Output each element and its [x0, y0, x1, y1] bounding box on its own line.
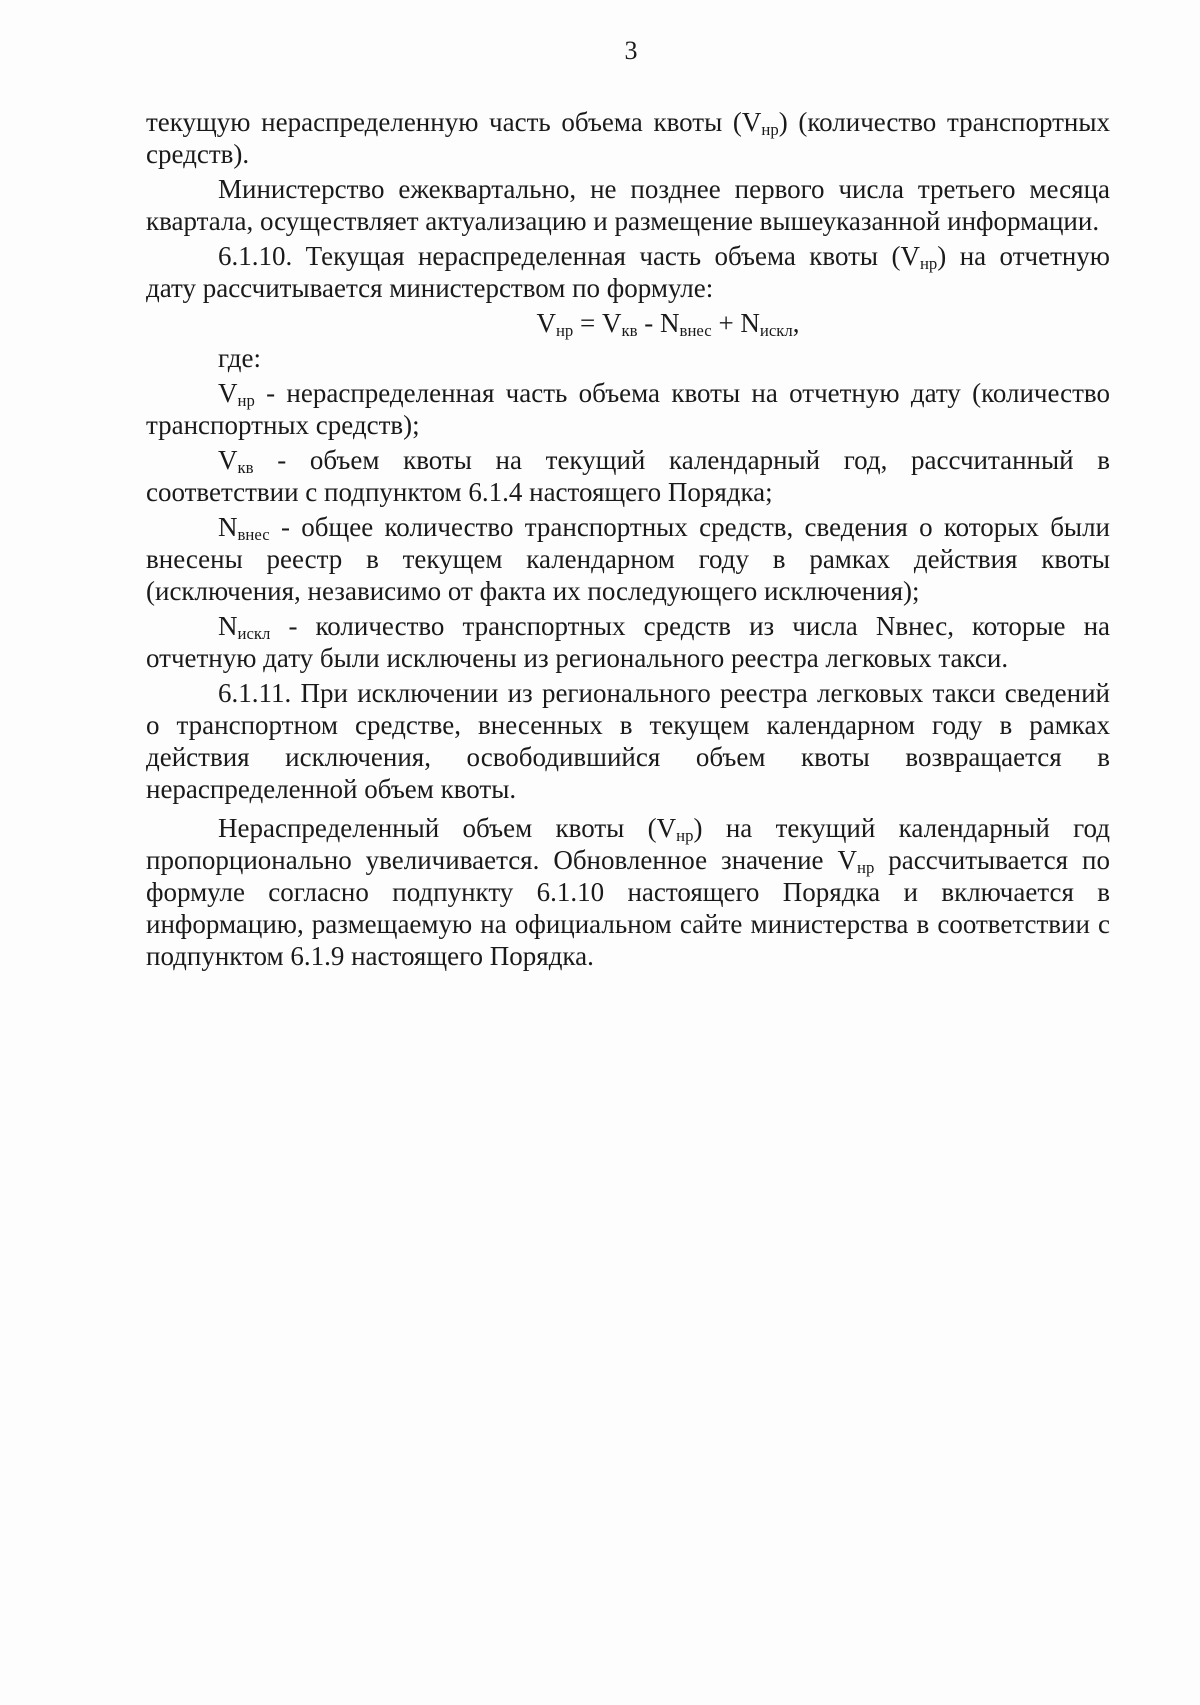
definition-symbol: V — [218, 445, 238, 475]
definition-text: - объем квоты на текущий календарный год, рассчитанный в соответствии с подпунктом 6.1.4 настоящего Порядка; — [146, 445, 1110, 507]
formula — [146, 307, 1110, 339]
formula-punctuation: , — [792, 308, 800, 338]
where-label: где: — [218, 343, 261, 373]
text-run: Нераспределенный объем квоты (V — [218, 813, 677, 843]
subscript: внес — [679, 321, 712, 341]
text-run: рассчитывается по формуле согласно подпункту 6.1.10 настоящего Порядка и включается в информацию, размещаемую на официальном сайте министерства в соответствии с подпунктом 6.1.9 настоящего Порядка. — [146, 845, 1110, 971]
subscript: нр — [237, 391, 255, 411]
subscript: искл — [237, 624, 271, 644]
paragraph-6-1-10 — [146, 240, 1110, 304]
definition-nvnes — [146, 511, 1110, 607]
text-run: ) (количество транспортных средств). — [146, 107, 1110, 169]
formula-symbol: N — [740, 308, 760, 338]
document-body — [146, 106, 1110, 975]
formula-symbol: N — [660, 308, 680, 338]
definition-vkv — [146, 444, 1110, 508]
text-run: ) на отчетную дату рассчитывается министерством по формуле: — [146, 241, 1110, 303]
definition-text: - общее количество транспортных средств, сведения о которых были внесены реестр в текущем календарном году в рамках действия квоты (исключения, независимо от факта их последующего исключения); — [146, 512, 1110, 606]
formula-symbol: V — [536, 308, 556, 338]
paragraph-6-1-11: 6.1.11. При исключении из регионального реестра легковых такси сведений о транспортном средстве, внесенных в текущем календарном году в рамках действия исключения, освободившийся объем квоты возвращается в нераспределенной объем квоты. — [146, 678, 1110, 804]
definition-niskl — [146, 610, 1110, 674]
text-run: текущую нераспределенную часть объема квоты (V — [146, 107, 762, 137]
formula-operator: + — [711, 308, 741, 338]
formula-symbol: V — [602, 308, 622, 338]
subscript: кв — [237, 458, 254, 478]
subscript: внес — [237, 525, 270, 545]
paragraph-quota-increase — [146, 812, 1110, 972]
page-number: 3 — [624, 36, 638, 65]
formula-operator: = — [573, 308, 602, 338]
paragraph-continuation — [146, 106, 1110, 170]
text-run: ) на текущий календарный год пропорционально увеличивается. Обновленное значение V — [146, 813, 1111, 875]
subscript: искл — [759, 321, 793, 341]
subscript: нр — [919, 254, 938, 274]
definition-symbol: N — [218, 611, 238, 641]
subscript: кв — [621, 321, 638, 341]
subscript: нр — [856, 858, 875, 878]
definition-vnr — [146, 377, 1110, 441]
text-run: 6.1.10. Текущая нераспределенная часть объема квоты (V — [218, 241, 920, 271]
subscript: нр — [676, 826, 694, 846]
subscript: нр — [761, 120, 779, 140]
subscript: нр — [555, 321, 574, 341]
formula-operator: - — [637, 308, 661, 338]
definition-text: - количество транспортных средств из числа Nвнес, которые на отчетную дату были исключены из регионального реестра легковых такси. — [146, 611, 1110, 673]
definition-symbol: V — [218, 378, 238, 408]
definition-text: - нераспределенная часть объема квоты на отчетную дату (количество транспортных средств); — [146, 378, 1110, 440]
definition-symbol: N — [218, 512, 238, 542]
paragraph-ministry-update: Министерство ежеквартально, не позднее первого числа третьего месяца квартала, осуществляет актуализацию и размещение вышеуказанной информации. — [146, 174, 1110, 236]
